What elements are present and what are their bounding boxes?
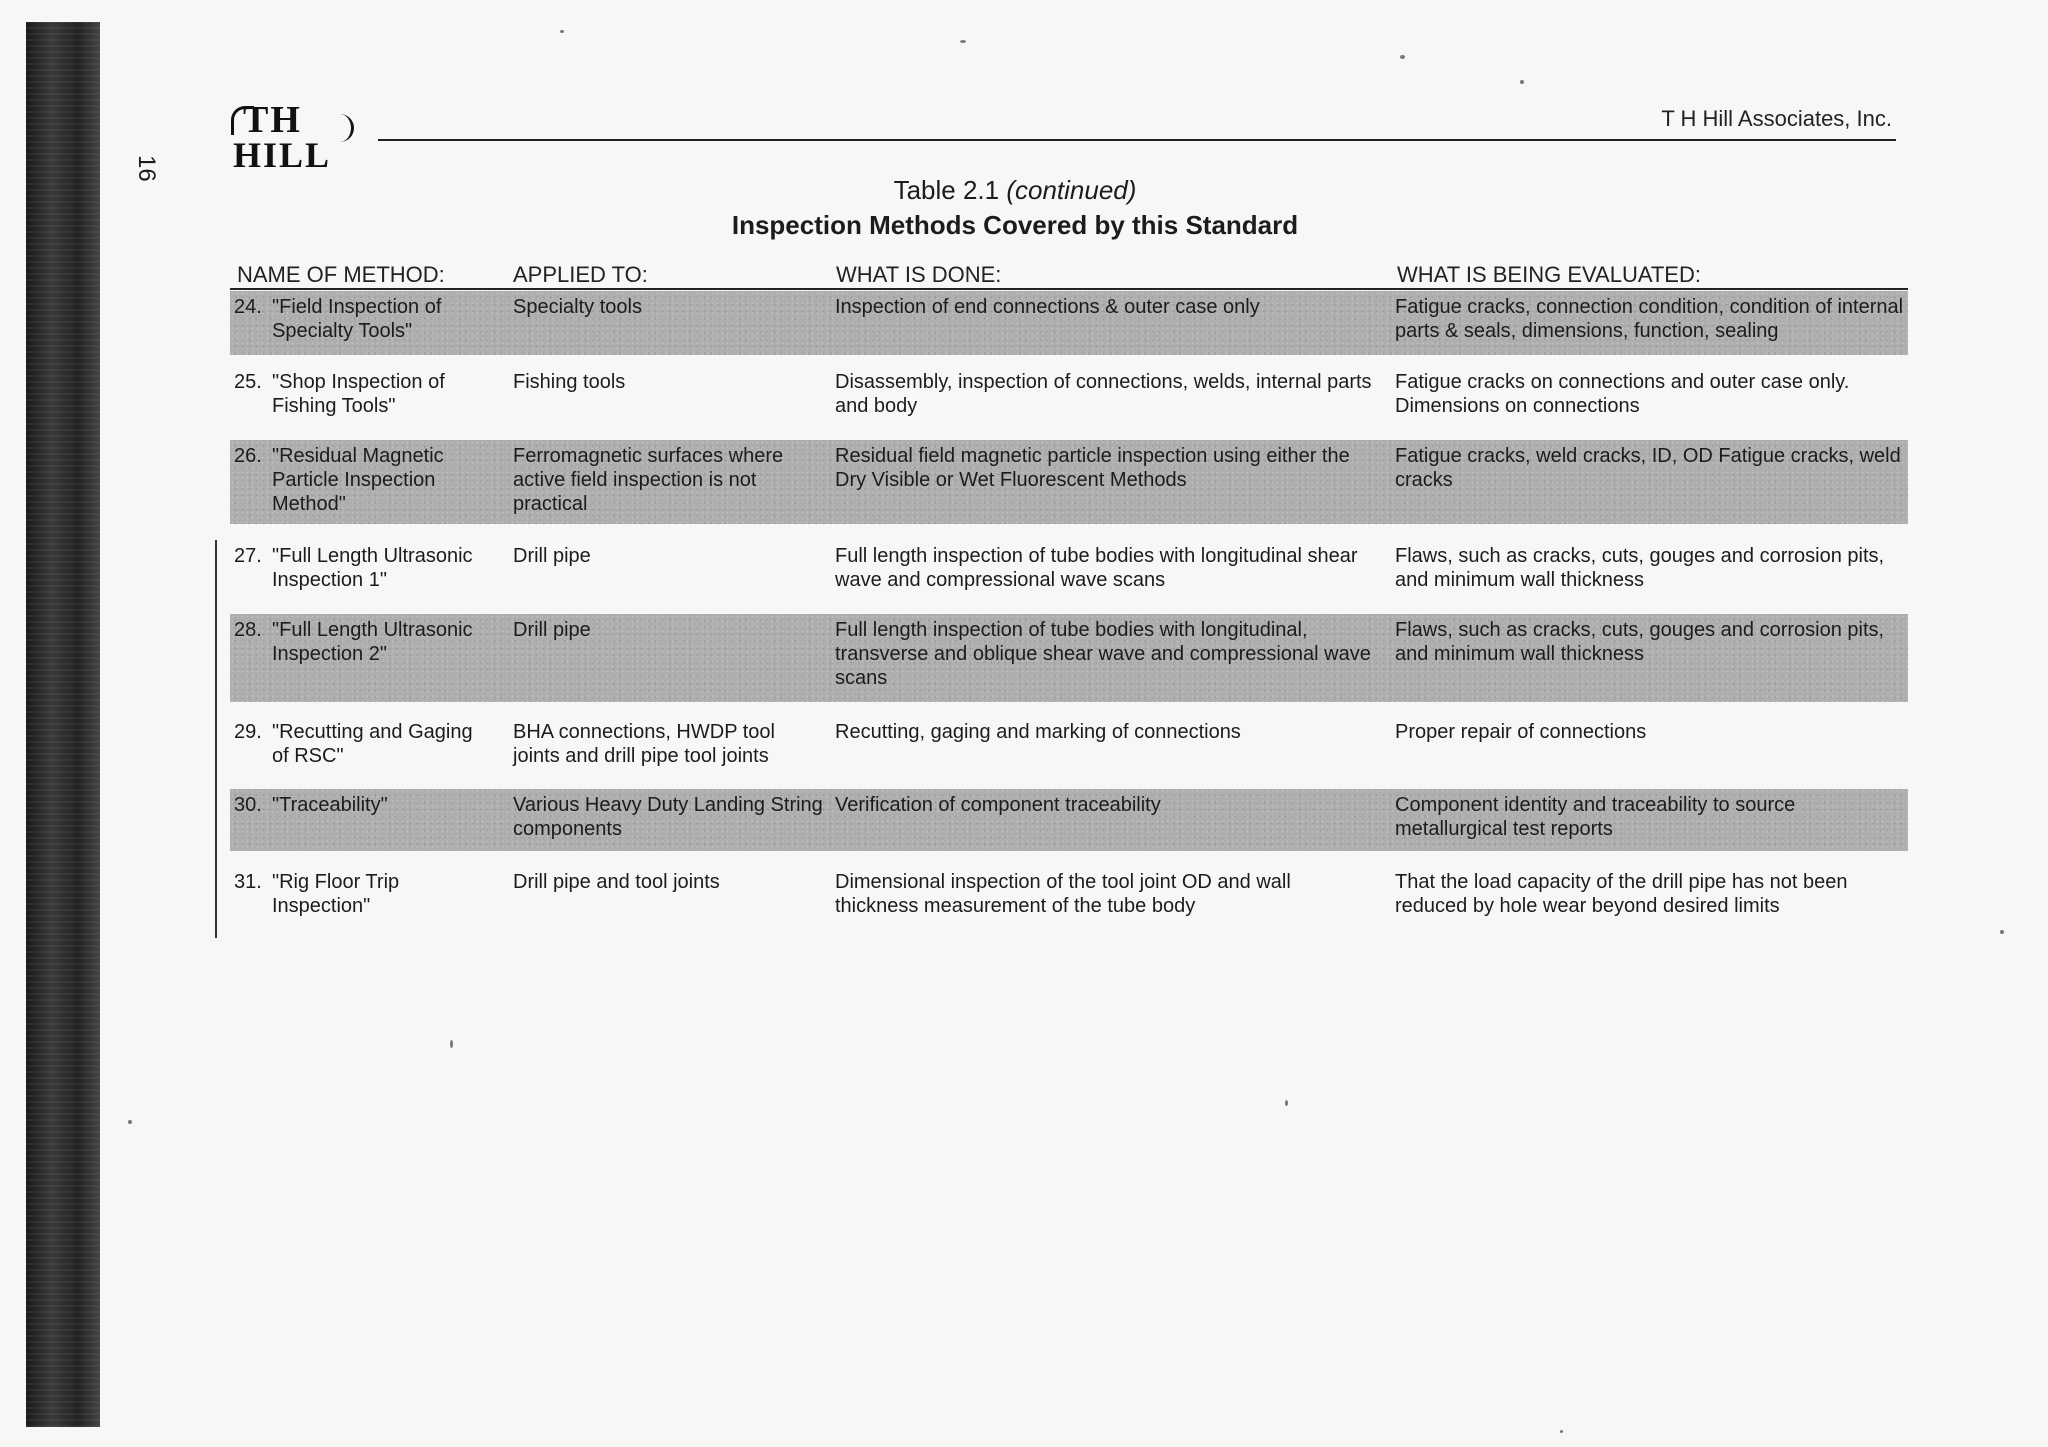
method-name: "Traceability" [272, 794, 388, 816]
table-subtitle: Inspection Methods Covered by this Standard [731, 210, 1299, 240]
method-name: "Residual Magnetic Particle Inspection Method" [272, 445, 444, 515]
header-divider [378, 139, 1896, 141]
table-row [230, 440, 1908, 524]
row-number: 26. [234, 445, 262, 467]
applied-to-cell: Drill pipe [513, 619, 591, 641]
evaluated-cell: Flaws, such as cracks, cuts, gouges and corrosion pits, and minimum wall thickness [1395, 545, 1885, 591]
method-name: "Field Inspection of Specialty Tools" [272, 296, 442, 342]
method-cell [234, 720, 474, 768]
evaluated-cell: Proper repair of connections [1395, 721, 1647, 743]
table-title: Table 2.1 [893, 175, 1000, 205]
table-row [230, 540, 1908, 606]
evaluated-cell: Flaws, such as cracks, cuts, gouges and corrosion pits, and minimum wall thickness [1395, 619, 1885, 665]
logo-text-bottom: HILL [233, 135, 332, 175]
scan-speck [1560, 1430, 1563, 1433]
company-name: T H Hill Associates, Inc. [1661, 106, 1892, 131]
row-number: 31. [234, 871, 262, 893]
applied-to-cell: Various Heavy Duty Landing String components [513, 794, 823, 840]
method-cell [234, 370, 474, 418]
applied-to-cell: Drill pipe [513, 545, 591, 567]
scan-speck [2000, 930, 2004, 934]
table-title-note: (continued) [1006, 175, 1137, 205]
evaluated-cell: Fatigue cracks, connection condition, condition of internal parts & seals, dimensions, function, sealing [1395, 296, 1904, 342]
company-logo [225, 98, 365, 178]
method-cell [234, 793, 474, 817]
what-is-done-cell: Residual field magnetic particle inspection using either the Dry Visible or Wet Fluorescent Methods [835, 445, 1350, 491]
table-title-line [600, 175, 1430, 206]
scan-speck [1400, 55, 1405, 59]
row-number: 25. [234, 371, 262, 393]
scan-binding-edge [26, 22, 100, 1427]
logo-arc-right [337, 114, 354, 142]
what-is-done-cell: Disassembly, inspection of connections, welds, internal parts and body [835, 371, 1372, 417]
scan-speck [128, 1120, 132, 1124]
table-row [230, 291, 1908, 355]
method-cell [234, 544, 474, 592]
method-name: "Recutting and Gaging of RSC" [272, 721, 473, 767]
row-number: 27. [234, 545, 262, 567]
row-number: 28. [234, 619, 262, 641]
method-cell [234, 295, 474, 343]
method-name: "Shop Inspection of Fishing Tools" [272, 371, 445, 417]
what-is-done-cell: Full length inspection of tube bodies with longitudinal, transverse and oblique shear wave and compressional wave scans [835, 619, 1371, 689]
applied-to-cell: BHA connections, HWDP tool joints and drill pipe tool joints [513, 721, 775, 767]
table-row [230, 789, 1908, 851]
table-left-rule [215, 540, 217, 938]
column-header-what-is-done: WHAT IS DONE: [836, 262, 1002, 287]
what-is-done-cell: Verification of component traceability [835, 794, 1161, 816]
scan-speck [560, 30, 564, 33]
logo-text-top: TH [243, 99, 302, 141]
evaluated-cell: Fatigue cracks, weld cracks, ID, OD Fatigue cracks, weld cracks [1395, 445, 1901, 491]
table-row [230, 366, 1908, 436]
method-name: "Full Length Ultrasonic Inspection 2" [272, 619, 473, 665]
row-number: 24. [234, 296, 262, 318]
column-header-method: NAME OF METHOD: [237, 262, 445, 287]
evaluated-cell: That the load capacity of the drill pipe has not been reduced by hole wear beyond desired limits [1395, 871, 1848, 917]
table-header-rule [230, 288, 1908, 290]
table-row [230, 866, 1908, 936]
page-number: 16 [133, 155, 160, 182]
method-name: "Full Length Ultrasonic Inspection 1" [272, 545, 473, 591]
scan-speck [960, 40, 966, 43]
evaluated-cell: Component identity and traceability to source metallurgical test reports [1395, 794, 1796, 840]
row-number: 29. [234, 721, 262, 743]
method-cell [234, 444, 474, 516]
what-is-done-cell: Full length inspection of tube bodies with longitudinal shear wave and compressional wave scans [835, 545, 1358, 591]
method-cell [234, 618, 474, 666]
evaluated-cell: Fatigue cracks on connections and outer case only. Dimensions on connections [1395, 371, 1850, 417]
what-is-done-cell: Dimensional inspection of the tool joint OD and wall thickness measurement of the tube body [835, 871, 1291, 917]
scan-speck [1520, 80, 1524, 84]
column-header-evaluated: WHAT IS BEING EVALUATED: [1397, 262, 1701, 287]
table-title-block [600, 175, 1430, 241]
row-number: 30. [234, 794, 262, 816]
table-row [230, 614, 1908, 702]
what-is-done-cell: Inspection of end connections & outer case only [835, 296, 1260, 318]
applied-to-cell: Drill pipe and tool joints [513, 871, 720, 893]
method-cell [234, 870, 474, 918]
scan-speck [1285, 1100, 1288, 1106]
table-row [230, 716, 1908, 784]
method-name: "Rig Floor Trip Inspection" [272, 871, 400, 917]
applied-to-cell: Specialty tools [513, 296, 642, 318]
applied-to-cell: Ferromagnetic surfaces where active field inspection is not practical [513, 445, 784, 515]
column-header-applied-to: APPLIED TO: [513, 262, 648, 287]
what-is-done-cell: Recutting, gaging and marking of connections [835, 721, 1241, 743]
scan-speck [450, 1040, 453, 1048]
applied-to-cell: Fishing tools [513, 371, 626, 393]
